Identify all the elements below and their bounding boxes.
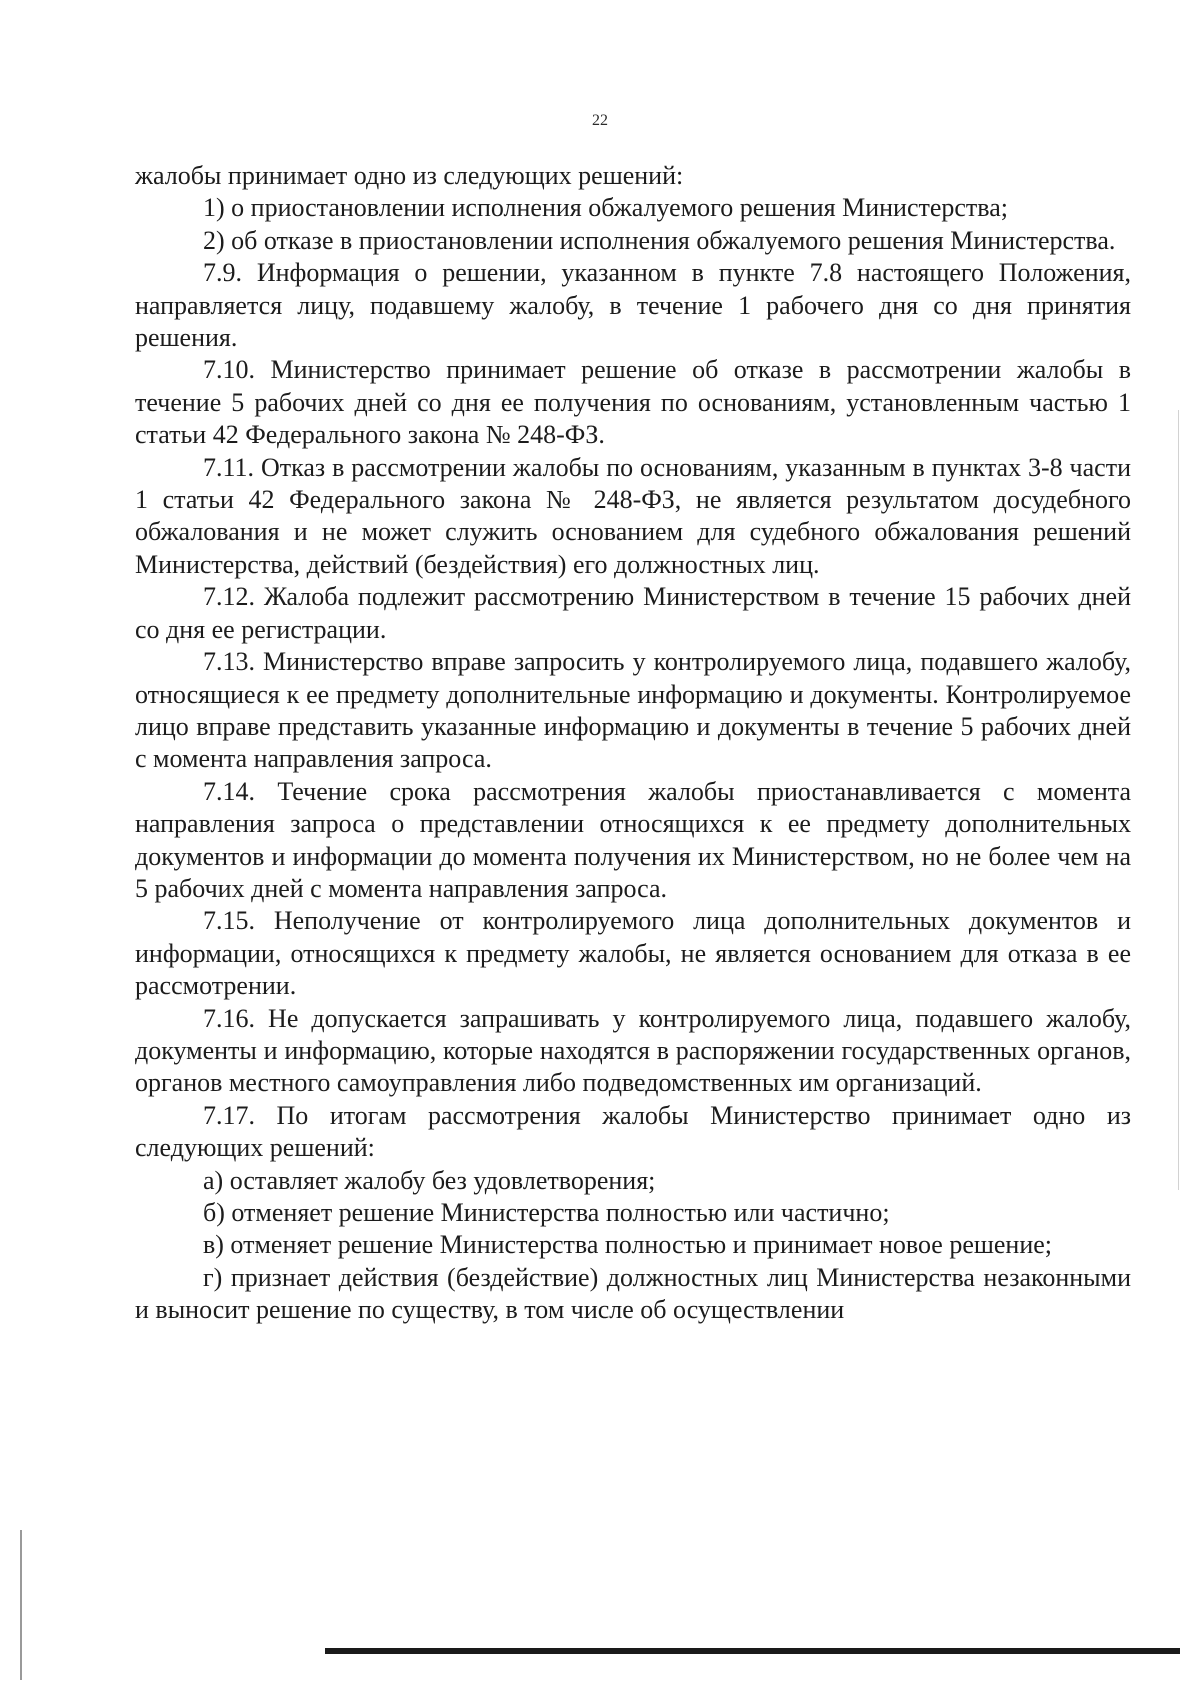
document-body [135, 160, 1131, 1327]
paragraph-7-9: 7.9. Информация о решении, указанном в пункте 7.8 настоящего Положения, направляется лицу, подавшему жалобу, в течение 1 рабочего дня со дня принятия решения. [135, 258, 1131, 353]
paragraph-7-16: 7.16. Не допускается запрашивать у контролируемого лица, подавшего жалобу, документы и информацию, которые находятся в распоряжении государственных органов, органов местного самоуправления либо подведомственных им организаций. [135, 1003, 1131, 1098]
paragraph-7-14: 7.14. Течение срока рассмотрения жалобы приостанавливается с момента направления запроса о представлении относящихся к ее предмету дополнительных документов и информации до момента получения их Министерством, но не более чем на 5 рабочих дней с момента направления запроса. [135, 776, 1131, 903]
paragraph-item-b: б) отменяет решение Министерства полностью или частично; [203, 1198, 890, 1227]
paragraph-7-15: 7.15. Неполучение от контролируемого лица дополнительных документов и информации, относящихся к предмету жалобы, не является основанием для отказа в ее рассмотрении. [135, 906, 1131, 1001]
paragraph-item-v: в) отменяет решение Министерства полностью и принимает новое решение; [203, 1230, 1053, 1260]
paragraph-7-11: 7.11. Отказ в рассмотрении жалобы по основаниям, указанным в пунктах 3-8 части 1 статьи 42 Федерального закона № 248-ФЗ, не является результатом досудебного обжалования и не может служить основанием для судебного обжалования решений Министерства, действий (бездействия) его должностных лиц. [135, 452, 1131, 579]
scan-edge-right [1178, 410, 1179, 1190]
paragraph-7-13: 7.13. Министерство вправе запросить у контролируемого лица, подавшего жалобу, относящиеся к ее предмету дополнительные информацию и документы. Контролируемое лицо вправе представить указанные информацию и документы в течение 5 рабочих дней с момента направления запроса. [135, 647, 1131, 774]
paragraph-continuation: жалобы принимает одно из следующих решений: [135, 161, 684, 190]
paragraph-7-17: 7.17. По итогам рассмотрения жалобы Министерство принимает одно из следующих решений: [135, 1100, 1131, 1163]
paragraph-item-1: 1) о приостановлении исполнения обжалуемого решения Министерства; [203, 193, 1008, 223]
paragraph-item-g: г) признает действия (бездействие) должностных лиц Министерства незаконными и выносит решение по существу, в том числе об осуществлении [135, 1262, 1131, 1325]
paragraph-item-a: а) оставляет жалобу без удовлетворения; [203, 1165, 656, 1195]
paragraph-item-2: 2) об отказе в приостановлении исполнения обжалуемого решения Министерства. [203, 225, 1116, 255]
page-number: 22 [592, 112, 608, 129]
paragraph-7-12: 7.12. Жалоба подлежит рассмотрению Министерством в течение 15 рабочих дней со дня ее регистрации. [135, 582, 1131, 644]
scan-edge-left [20, 1530, 22, 1680]
scan-bottom-bar [325, 1648, 1180, 1654]
paragraph-7-10: 7.10. Министерство принимает решение об отказе в рассмотрении жалобы в течение 5 рабочих дней со дня ее получения по основаниям, установленным частью 1 статьи 42 Федерального закона № 248-ФЗ. [135, 355, 1131, 450]
